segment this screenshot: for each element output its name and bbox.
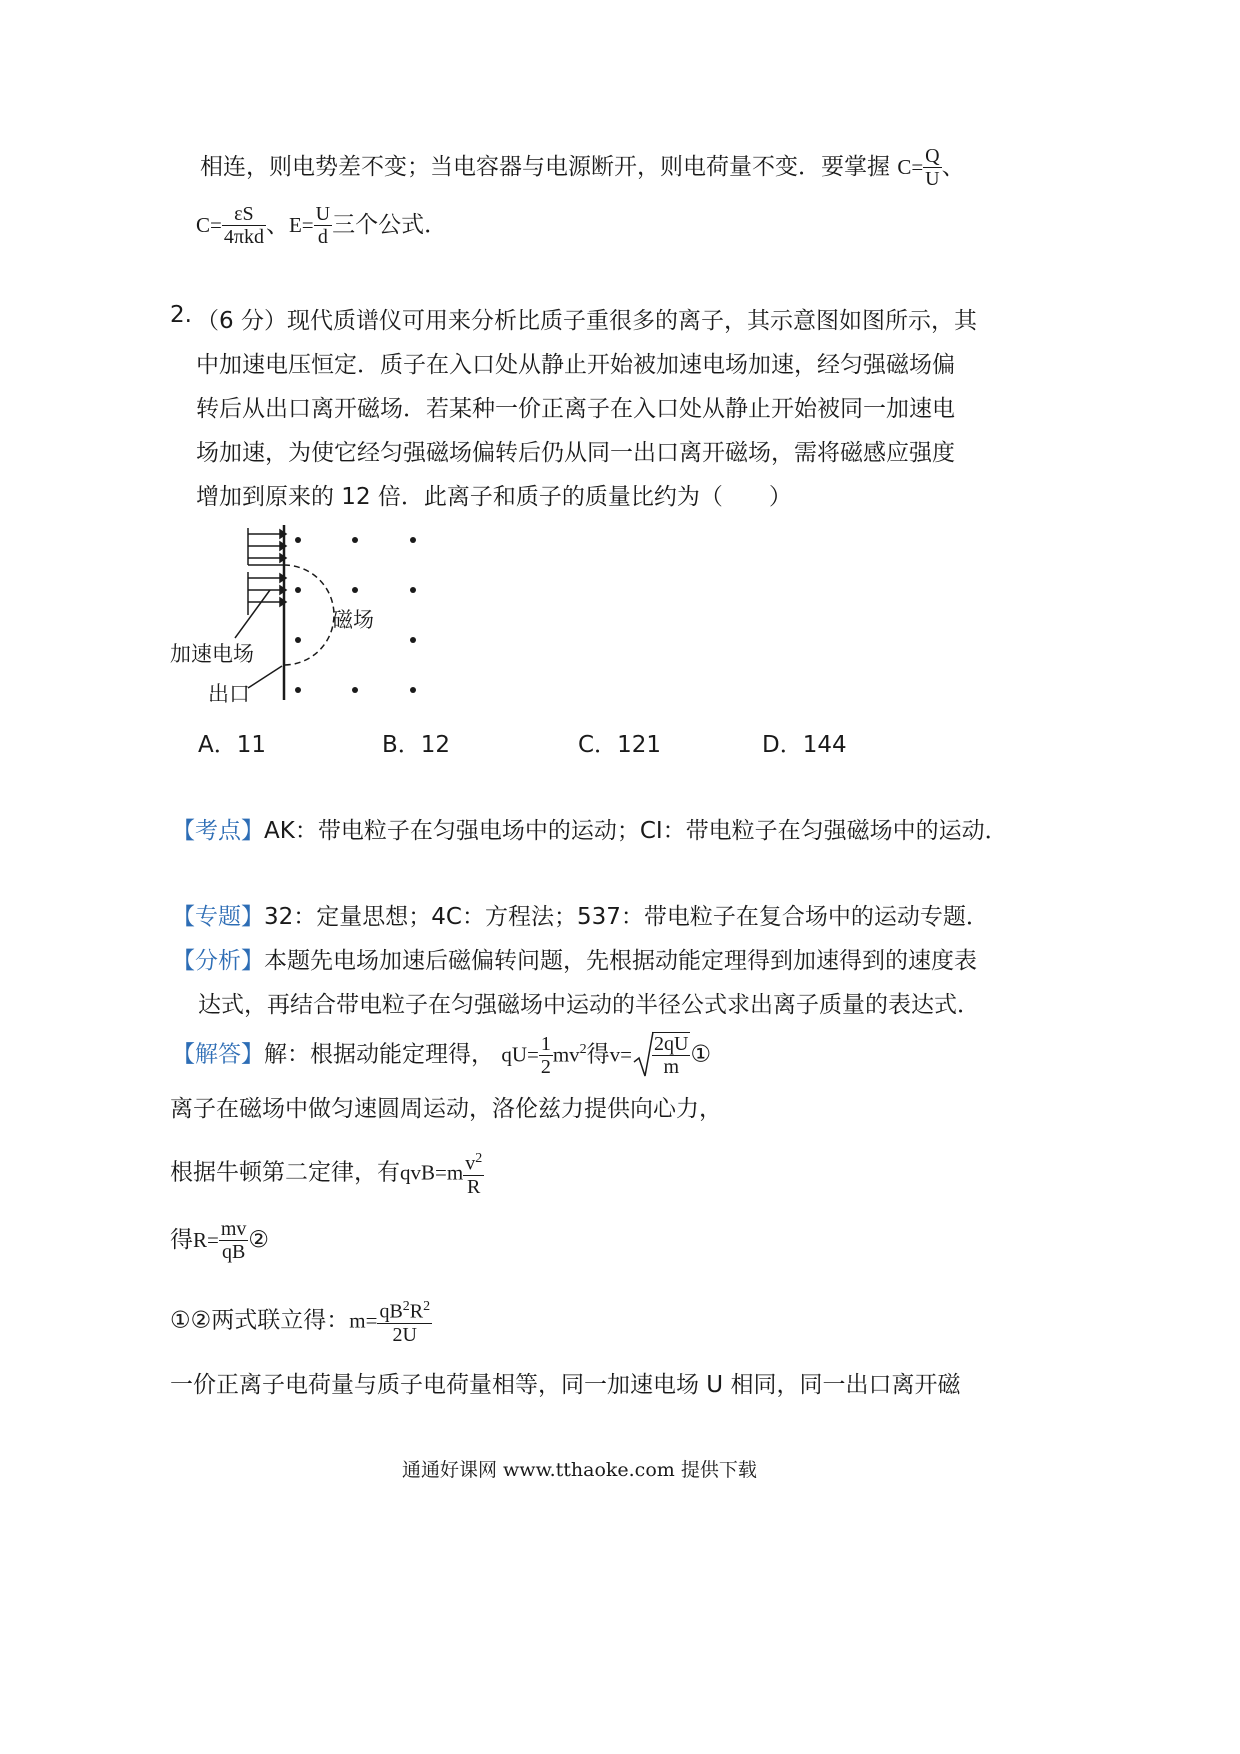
fenxi-line-2: 达式，再结合带电粒子在匀强磁场中运动的半径公式求出离子质量的表达式．: [198, 992, 980, 1018]
mass-spectrometer-figure: [160, 520, 480, 710]
solution-line-b: 离子在磁场中做匀速圆周运动，洛伦兹力提供向心力，: [170, 1096, 722, 1122]
figure-label-accel: 加速电场: [170, 642, 254, 666]
question-text-5: 增加到原来的 12 倍．此离子和质子的质量比约为（ ）: [196, 484, 792, 510]
prev-line-1: 相连，则电势差不变；当电容器与电源断开，则电荷量不变．要掌握 C= $\frac{Q}{U}$ 、: [200, 145, 965, 190]
figure-label-field: 磁场: [332, 608, 374, 632]
question-text-3: 转后从出口离开磁场．若某种一价正离子在入口处从静止开始被同一加速电: [196, 396, 955, 422]
question-text-4: 场加速，为使它经匀强磁场偏转后仍从同一出口离开磁场，需将磁感应强度: [196, 440, 955, 466]
jieda-line: 【解答】解：根据动能定理得， qU= $\frac{1}{2}$ $mv^2$得v= $\frac{2qU}{m}$ ①: [172, 1030, 711, 1080]
fenxi-line-1: 【分析】本题先电场加速后磁偏转问题，先根据动能定理得到加速得到的速度表: [172, 948, 977, 974]
page-footer: 通通好课网 www.tthaoke.com 提供下载: [402, 1459, 757, 1481]
solution-line-e: ①②两式联立得：m= $\frac{qB^2R^2}{2U}$: [170, 1296, 432, 1346]
option-d: D．144: [762, 732, 847, 758]
fraction-v2-over-r: $\frac{v^2}{R}$: [463, 1148, 484, 1198]
fraction-u-over-d: $\frac{U}{d}$: [315, 203, 331, 248]
question-text-2: 中加速电压恒定．质子在入口处从静止开始被加速电场加速，经匀强磁场偏: [196, 352, 955, 378]
zhuanti-line: 【专题】32：定量思想；4C：方程法；537：带电粒子在复合场中的运动专题．: [172, 904, 989, 930]
solution-line-c: 根据牛顿第二定律，有qvB=m $\frac{v^2}{R}$: [170, 1148, 484, 1198]
option-a: A．11: [198, 732, 267, 758]
option-c: C．121: [578, 732, 661, 758]
fraction-one-half: $\frac{1}{2}$: [540, 1032, 551, 1078]
fraction-q-over-u: $\frac{Q}{U}$: [925, 145, 940, 190]
prev-line-2: C= $\frac{\varepsilon S}{\text{4πkd}}$ 、E= $\frac{U}{d}$ 三个公式．: [196, 203, 448, 248]
question-text-1: （6 分）现代质谱仪可用来分析比质子重很多的离子，其示意图如图所示，其: [196, 308, 977, 334]
question-number: 2.: [170, 302, 192, 328]
square-root-icon: $\frac{2qU}{m}$: [632, 1030, 690, 1080]
solution-line-f: 一价正离子电荷量与质子电荷量相等，同一加速电场 U 相同，同一出口离开磁: [170, 1372, 961, 1398]
fraction-qb2r2-over-2u: $\frac{qB^2R^2}{2U}$: [377, 1296, 432, 1346]
option-b: B．12: [382, 732, 451, 758]
figure-label-exit: 出口: [208, 682, 250, 706]
fraction-es-over-4pikd: $\frac{\varepsilon S}{\text{4πkd}}$: [223, 203, 264, 248]
solution-line-d: 得R= $\frac{mv}{qB}$ ②: [170, 1218, 270, 1263]
kaodian-line: 【考点】AK：带电粒子在匀强电场中的运动；CI：带电粒子在匀强磁场中的运动．: [172, 818, 1008, 844]
fraction-mv-over-qb: $\frac{mv}{qB}$: [220, 1218, 247, 1263]
